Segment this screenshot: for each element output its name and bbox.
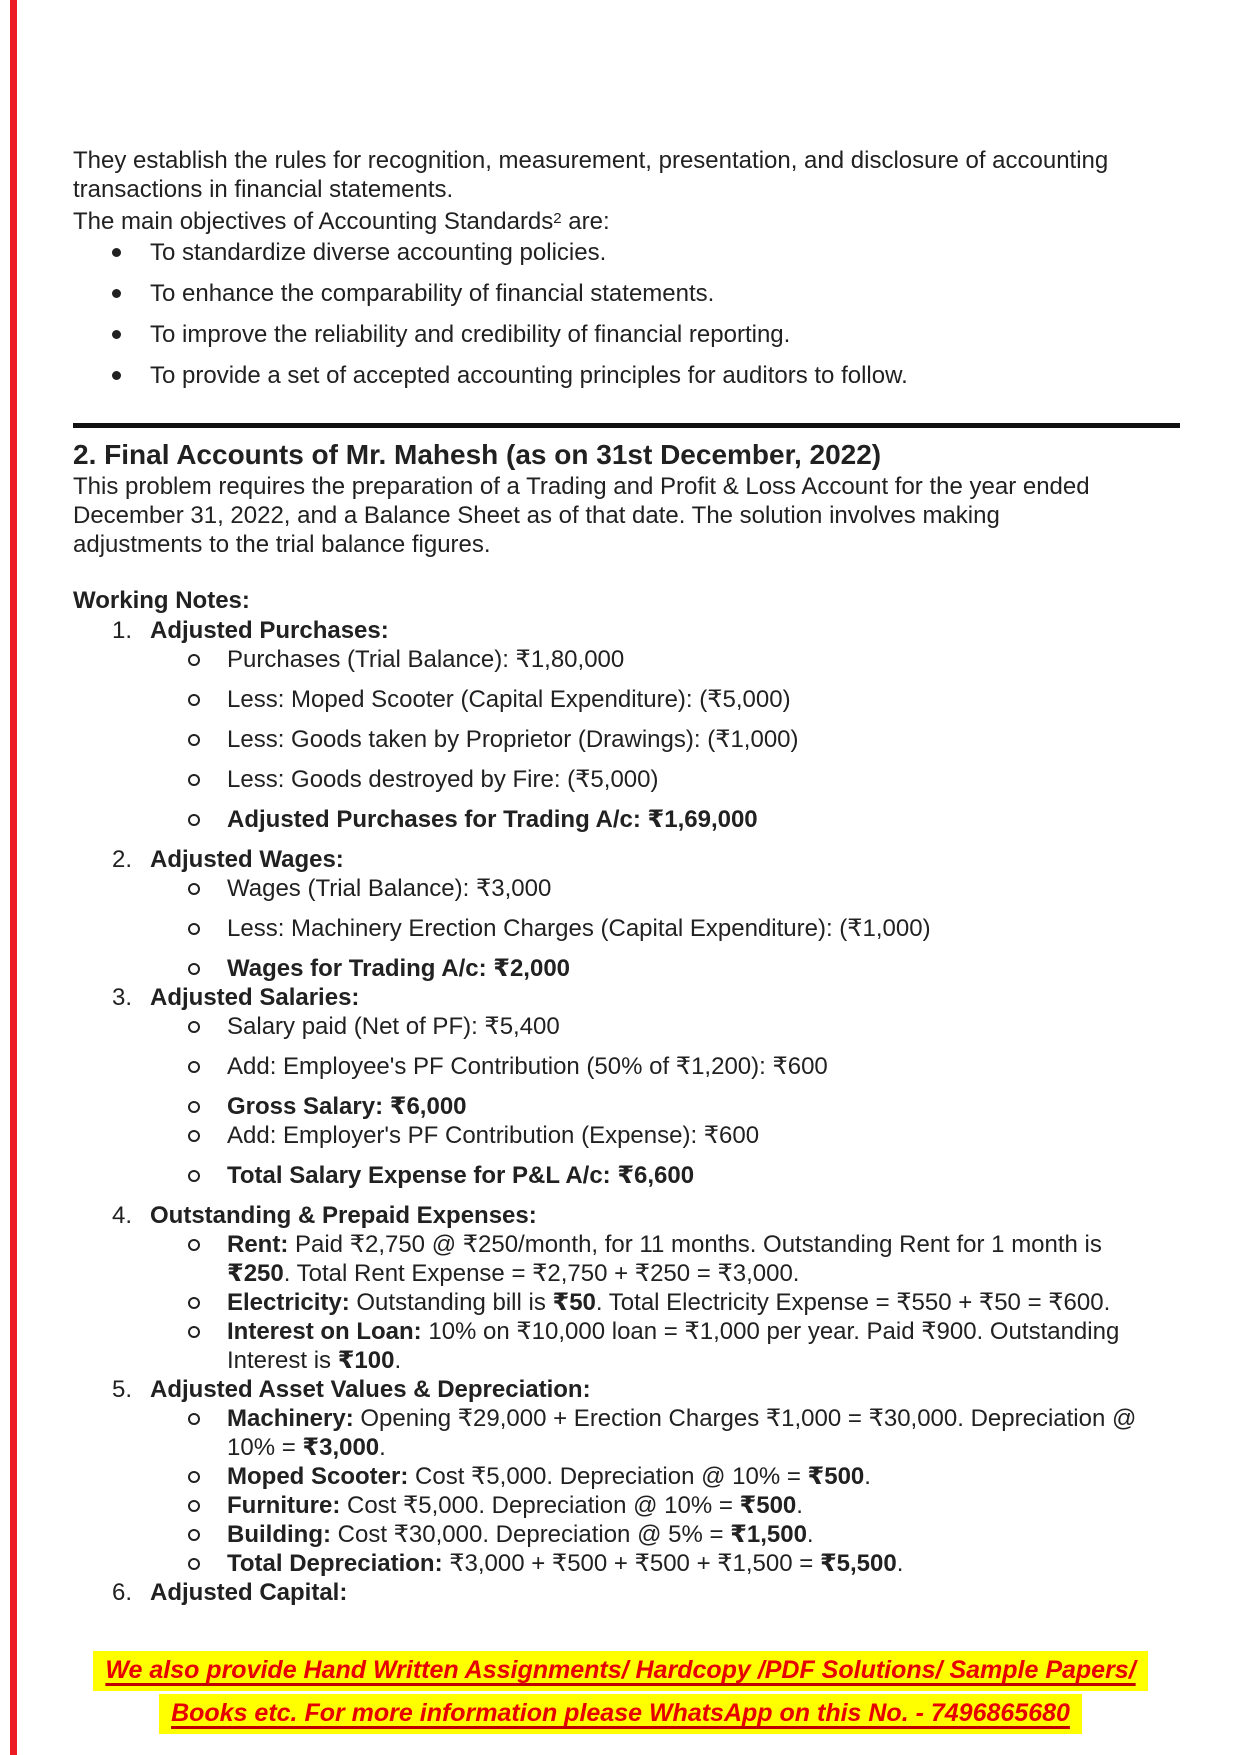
item-number: 6. — [112, 1579, 133, 1606]
sub-item — [73, 1491, 1183, 1520]
objective-list-item — [73, 279, 1183, 308]
sub-item-text: Total Salary Expense for P&L A/c: ₹6,600 — [227, 1162, 695, 1189]
circle-bullet-icon — [188, 1239, 200, 1251]
sub-item-text: Wages (Trial Balance): ₹3,000 — [227, 875, 552, 902]
sub-item — [73, 1462, 1183, 1491]
item-number: 2. — [112, 846, 133, 873]
paragraph-line: This problem requires the preparation of a Trading and Profit & Loss Account for the year ended — [73, 473, 1090, 500]
sub-item — [73, 1012, 1183, 1041]
sub-item-text: Interest on Loan: 10% on ₹10,000 loan = ₹1,000 per year. Paid ₹900. Outstanding — [227, 1318, 1120, 1345]
sub-item — [73, 645, 1183, 674]
sub-item — [73, 1404, 1183, 1433]
sub-item — [73, 805, 1183, 834]
bullet-dot-icon — [112, 289, 121, 298]
circle-bullet-icon — [188, 1558, 200, 1570]
objective-text: To enhance the comparability of financial statements. — [150, 280, 715, 307]
item-title: Outstanding & Prepaid Expenses: — [150, 1202, 537, 1229]
sub-item-text: Interest is ₹100. — [227, 1347, 402, 1374]
sub-item-text: Less: Moped Scooter (Capital Expenditure): (₹5,000) — [227, 686, 791, 713]
item-title: Adjusted Salaries: — [150, 984, 360, 1011]
circle-bullet-icon — [188, 1529, 200, 1541]
sub-item-text: Furniture: Cost ₹5,000. Depreciation @ 10% = ₹500. — [227, 1492, 803, 1519]
item-number: 5. — [112, 1376, 133, 1403]
sub-item-text: Less: Machinery Erection Charges (Capital Expenditure): (₹1,000) — [227, 915, 931, 942]
item-title: Adjusted Asset Values & Depreciation: — [150, 1376, 591, 1403]
sub-item — [73, 914, 1183, 943]
section-heading: 2. Final Accounts of Mr. Mahesh (as on 31st December, 2022) — [73, 439, 882, 470]
sub-item-text: Adjusted Purchases for Trading A/c: ₹1,69,000 — [227, 806, 758, 833]
sub-item-text: Less: Goods destroyed by Fire: (₹5,000) — [227, 766, 659, 793]
bullet-dot-icon — [112, 248, 121, 257]
sub-item-text: Add: Employee's PF Contribution (50% of ₹1,200): ₹600 — [227, 1053, 828, 1080]
sub-item-text: Building: Cost ₹30,000. Depreciation @ 5% = ₹1,500. — [227, 1521, 814, 1548]
objectives-text: The main objectives of Accounting Standards — [73, 208, 554, 235]
item-number: 4. — [112, 1202, 133, 1229]
sub-item — [73, 685, 1183, 714]
item-title: Adjusted Purchases: — [150, 617, 389, 644]
intro-paragraph — [73, 146, 1183, 204]
circle-bullet-icon — [188, 1326, 200, 1338]
sub-item — [73, 1092, 1183, 1121]
sub-item — [73, 1121, 1183, 1150]
footnote-superscript: 2 — [553, 210, 562, 227]
paragraph-line: December 31, 2022, and a Balance Sheet as of that date. The solution involves making — [73, 502, 1000, 529]
objectives-bullet-list — [73, 238, 1183, 390]
sub-item — [73, 1052, 1183, 1081]
objective-list-item — [73, 361, 1183, 390]
circle-bullet-icon — [188, 654, 200, 666]
circle-bullet-icon — [188, 1471, 200, 1483]
sub-item — [73, 1549, 1183, 1578]
sub-item-text: Machinery: Opening ₹29,000 + Erection Charges ₹1,000 = ₹30,000. Depreciation @ — [227, 1405, 1137, 1432]
item-title: Adjusted Capital: — [150, 1579, 348, 1606]
sub-item-text: Moped Scooter: Cost ₹5,000. Depreciation @ 10% = ₹500. — [227, 1463, 871, 1490]
circle-bullet-icon — [188, 774, 200, 786]
sub-item-text: Purchases (Trial Balance): ₹1,80,000 — [227, 646, 625, 673]
working-note-item — [73, 845, 1183, 983]
sub-item-text: Less: Goods taken by Proprietor (Drawings): (₹1,000) — [227, 726, 799, 753]
promo-footer — [0, 1651, 1241, 1737]
sub-item — [73, 1317, 1183, 1346]
promo-footer-row-1 — [0, 1651, 1241, 1691]
sub-item — [73, 725, 1183, 754]
sub-item — [73, 1161, 1183, 1190]
circle-bullet-icon — [188, 694, 200, 706]
working-note-item — [73, 1201, 1183, 1375]
sub-item-continuation — [73, 1259, 1183, 1288]
sub-item-text: Wages for Trading A/c: ₹2,000 — [227, 955, 571, 982]
left-margin-red-line — [10, 0, 17, 1755]
circle-bullet-icon — [188, 1130, 200, 1142]
section-paragraph — [73, 472, 1183, 559]
objective-text: To improve the reliability and credibility of financial reporting. — [150, 321, 791, 348]
sub-item-text: Add: Employer's PF Contribution (Expense): ₹600 — [227, 1122, 760, 1149]
circle-bullet-icon — [188, 963, 200, 975]
sub-item-continuation — [73, 1433, 1183, 1462]
page-content — [73, 146, 1183, 1607]
sub-item-text: Gross Salary: ₹6,000 — [227, 1093, 467, 1120]
sub-item-text: Electricity: Outstanding bill is ₹50. Total Electricity Expense = ₹550 + ₹50 = ₹600. — [227, 1289, 1111, 1316]
circle-bullet-icon — [188, 1061, 200, 1073]
bullet-dot-icon — [112, 371, 121, 380]
circle-bullet-icon — [188, 1413, 200, 1425]
sub-item — [73, 765, 1183, 794]
section-divider — [73, 423, 1180, 428]
sub-item — [73, 954, 1183, 983]
sub-item-text: 10% = ₹3,000. — [227, 1434, 386, 1461]
paragraph-line: They establish the rules for recognition, measurement, presentation, and disclosure of accounting — [73, 147, 1109, 174]
sub-item — [73, 1230, 1183, 1259]
sub-item — [73, 874, 1183, 903]
sub-item — [73, 1520, 1183, 1549]
working-notes-list — [73, 616, 1183, 1607]
item-title: Adjusted Wages: — [150, 846, 344, 873]
sub-item — [73, 1288, 1183, 1317]
sub-item-text: Rent: Paid ₹2,750 @ ₹250/month, for 11 months. Outstanding Rent for 1 month is — [227, 1231, 1102, 1258]
objective-text: To standardize diverse accounting policies. — [150, 239, 607, 266]
promo-footer-row-2 — [0, 1694, 1241, 1734]
intro-objectives-line — [73, 204, 1183, 236]
promo-footer-line-2: Books etc. For more information please WhatsApp on this No. - 7496865680 — [159, 1694, 1082, 1734]
circle-bullet-icon — [188, 1500, 200, 1512]
circle-bullet-icon — [188, 1297, 200, 1309]
paragraph-line: adjustments to the trial balance figures. — [73, 531, 491, 558]
working-note-item — [73, 1375, 1183, 1578]
circle-bullet-icon — [188, 883, 200, 895]
working-notes-title: Working Notes: — [73, 587, 250, 614]
circle-bullet-icon — [188, 814, 200, 826]
sub-item-text: Total Depreciation: ₹3,000 + ₹500 + ₹500 + ₹1,500 = ₹5,500. — [227, 1550, 904, 1577]
working-note-item — [73, 616, 1183, 834]
item-number: 3. — [112, 984, 133, 1011]
working-note-item — [73, 983, 1183, 1190]
objective-text: To provide a set of accepted accounting principles for auditors to follow. — [150, 362, 908, 389]
objective-list-item — [73, 320, 1183, 349]
bullet-dot-icon — [112, 330, 121, 339]
circle-bullet-icon — [188, 1170, 200, 1182]
sub-item-text: Salary paid (Net of PF): ₹5,400 — [227, 1013, 560, 1040]
paragraph-line: transactions in financial statements. — [73, 176, 454, 203]
item-number: 1. — [112, 617, 133, 644]
sub-item-text: ₹250. Total Rent Expense = ₹2,750 + ₹250 = ₹3,000. — [227, 1260, 800, 1287]
objective-list-item — [73, 238, 1183, 267]
circle-bullet-icon — [188, 1021, 200, 1033]
circle-bullet-icon — [188, 1101, 200, 1113]
promo-footer-line-1: We also provide Hand Written Assignments/ Hardcopy /PDF Solutions/ Sample Papers/ — [93, 1651, 1147, 1691]
objectives-tail: are: — [561, 208, 610, 235]
sub-item-continuation — [73, 1346, 1183, 1375]
circle-bullet-icon — [188, 734, 200, 746]
circle-bullet-icon — [188, 923, 200, 935]
working-note-item — [73, 1578, 1183, 1607]
